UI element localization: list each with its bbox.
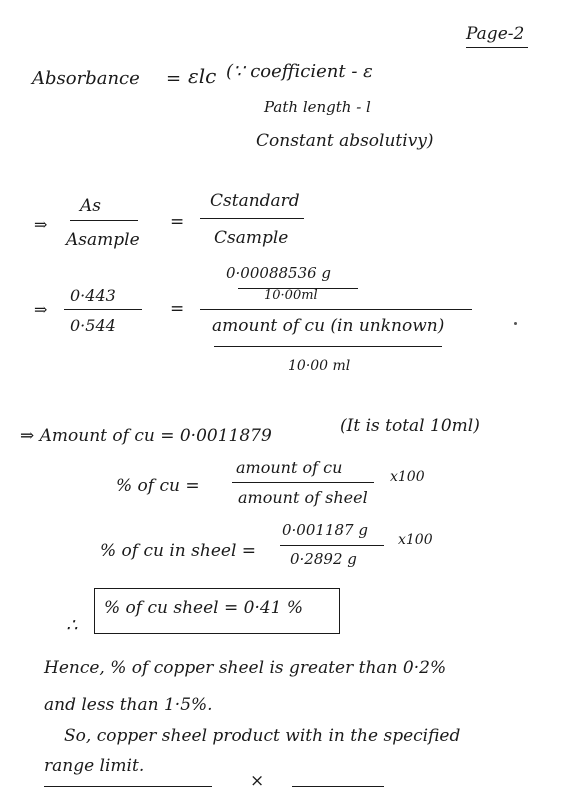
end-rule-right bbox=[292, 786, 384, 787]
conclusion-line-4: range limit. bbox=[44, 756, 145, 776]
ratio1-numerator: As bbox=[80, 196, 102, 216]
absorbance-label: Absorbance bbox=[32, 68, 140, 89]
percent-values-lhs: % of cu in sheel = bbox=[100, 541, 257, 561]
percent-values-bar bbox=[280, 545, 384, 546]
amount-note: (It is total 10ml) bbox=[340, 416, 480, 436]
percent-formula-denominator: amount of sheel bbox=[238, 488, 368, 507]
therefore-symbol: ∴ bbox=[66, 615, 78, 636]
absorbance-note-constant: Constant absolutivy) bbox=[256, 131, 434, 151]
absorbance-equals: = bbox=[166, 68, 182, 89]
ratio2-main-fraction-bar bbox=[200, 309, 472, 310]
result-text: % of cu sheel = 0·41 % bbox=[104, 598, 304, 618]
percent-formula-lhs: % of cu = bbox=[116, 476, 200, 496]
ratio2-inner-bottom-bar bbox=[214, 346, 442, 347]
stray-dot bbox=[514, 322, 517, 325]
absorbance-formula: εlc bbox=[188, 64, 217, 88]
ratio2-arrow: ⇒ bbox=[34, 300, 48, 319]
percent-formula-bar bbox=[232, 482, 374, 483]
percent-values-multiplier: x100 bbox=[398, 532, 433, 548]
ratio2-unknown-volume: 10·00 ml bbox=[288, 358, 351, 374]
ratio1-right-denominator: Csample bbox=[214, 228, 289, 248]
ratio2-denominator: 0·544 bbox=[70, 316, 116, 335]
conclusion-line-2: and less than 1·5%. bbox=[44, 695, 213, 715]
ratio2-fraction-bar bbox=[64, 309, 142, 310]
end-rule-left bbox=[44, 786, 212, 787]
percent-values-numerator: 0·001187 g bbox=[282, 521, 368, 539]
ratio2-equals: = bbox=[170, 299, 185, 319]
conclusion-line-3: So, copper sheel product with in the specified bbox=[64, 726, 461, 746]
amount-of-cu: ⇒ Amount of cu = 0·0011879 bbox=[20, 426, 272, 446]
absorbance-note-path-length: Path length - l bbox=[264, 98, 371, 116]
page-number: Page-2 bbox=[466, 24, 525, 44]
conclusion-line-1: Hence, % of copper sheel is greater than 0·2% bbox=[44, 658, 447, 678]
page-number-underline bbox=[466, 47, 528, 48]
ratio1-right-fraction-bar bbox=[200, 218, 304, 219]
percent-values-denominator: 0·2892 g bbox=[290, 550, 357, 568]
ratio1-arrow: ⇒ bbox=[34, 215, 48, 234]
percent-formula-multiplier: x100 bbox=[390, 469, 425, 485]
ratio1-equals: = bbox=[170, 212, 185, 232]
ratio1-fraction-bar bbox=[70, 220, 138, 221]
cross-mark: × bbox=[250, 771, 265, 791]
ratio2-standard-volume: 10·00ml bbox=[264, 288, 318, 303]
ratio1-right-numerator: Cstandard bbox=[210, 191, 300, 211]
absorbance-note-coefficient: (∵ coefficient - ε bbox=[226, 61, 373, 82]
ratio2-standard-mass: 0·00088536 g bbox=[226, 264, 332, 282]
percent-formula-numerator: amount of cu bbox=[236, 458, 343, 477]
ratio2-unknown-amount: amount of cu (in unknown) bbox=[212, 316, 445, 336]
ratio1-denominator: Asample bbox=[66, 230, 140, 250]
ratio2-numerator: 0·443 bbox=[70, 286, 116, 305]
